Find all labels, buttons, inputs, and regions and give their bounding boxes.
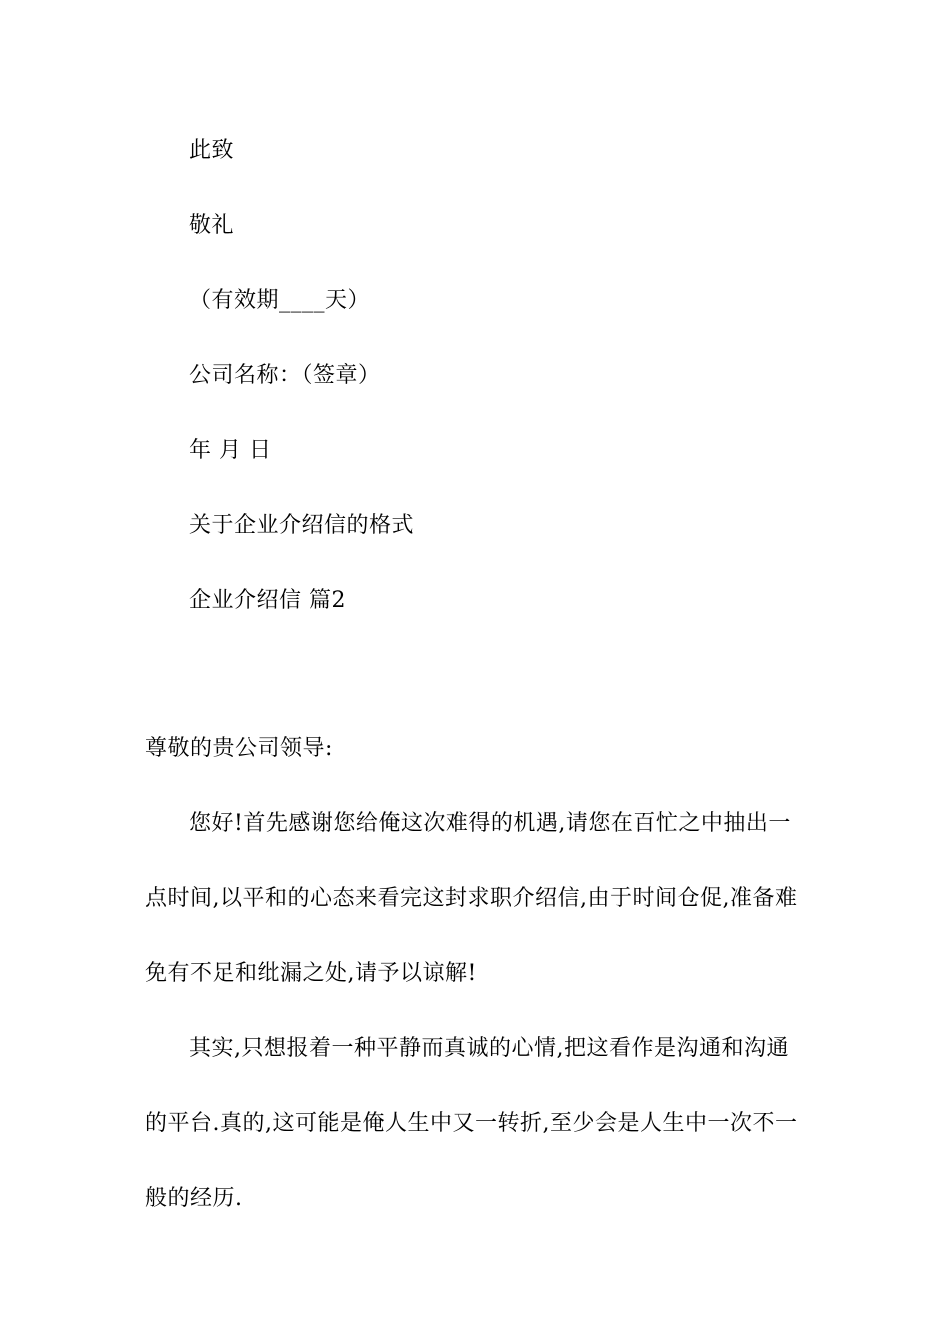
paragraph-line: 点时间,以平和的心态来看完这封求职介绍信,由于时间仓促,准备难 bbox=[145, 886, 798, 911]
closing-ci-zhi: 此致 bbox=[189, 138, 235, 163]
paragraph-line: 您好!首先感谢您给俺这次难得的机遇,请您在百忙之中抽出一 bbox=[189, 811, 791, 836]
validity-period: （有效期____天） bbox=[189, 288, 371, 313]
paragraph-line: 般的经历. bbox=[145, 1186, 243, 1211]
section-title: 关于企业介绍信的格式 bbox=[189, 513, 415, 538]
date-line: 年 月 日 bbox=[189, 438, 272, 463]
company-signature: 公司名称：（签章） bbox=[189, 363, 381, 388]
letter-subtitle: 企业介绍信 篇2 bbox=[189, 588, 346, 613]
paragraph-line: 其实,只想报着一种平静而真诚的心情,把这看作是沟通和沟通 bbox=[189, 1036, 789, 1061]
paragraph-line: 免有不足和纰漏之处,请予以谅解! bbox=[145, 961, 477, 986]
closing-jing-li: 敬礼 bbox=[189, 213, 235, 238]
salutation: 尊敬的贵公司领导: bbox=[145, 736, 333, 761]
paragraph-line: 的平台.真的,这可能是俺人生中又一转折,至少会是人生中一次不一 bbox=[145, 1111, 798, 1136]
